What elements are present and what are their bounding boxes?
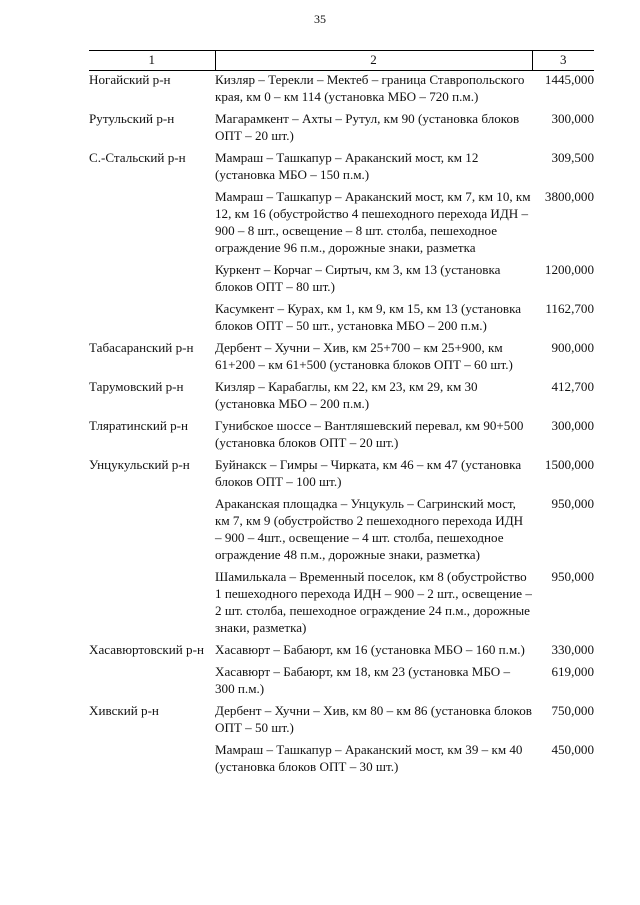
table-row	[89, 456, 594, 495]
road-cell: Кизляр – Терекли – Мектеб – граница Ставропольского края, км 0 – км 114 (установка МБО – 720 п.м.)	[215, 72, 525, 104]
column-header-2: 2	[215, 51, 532, 71]
table-row	[89, 188, 594, 261]
district-cell: Рутульский р-н	[89, 111, 175, 126]
district-cell: Ногайский р-н	[89, 72, 171, 87]
table-row	[89, 378, 594, 417]
column-header-1: 1	[89, 51, 215, 71]
road-cell: Куркент – Корчаг – Сиртыч, км 3, км 13 (установка блоков ОПТ – 80 шт.)	[215, 262, 501, 294]
table-row	[89, 110, 594, 149]
district-cell: Хивский р-н	[89, 703, 159, 718]
road-cell: Араканская площадка – Унцукуль – Сагринский мост, км 7, км 9 (обустройство 2 пешеходного перехода ИДН – 900 – 4шт., освещение – 4 шт. столба, пешеходное ограждение 48 п.м., дорожные знаки, разметка)	[215, 496, 524, 562]
district-cell: Тарумовский р-н	[89, 379, 184, 394]
amount-cell: 750,000	[551, 703, 594, 718]
header-row	[89, 51, 594, 71]
road-cell: Буйнакск – Гимры – Чирката, км 46 – км 47 (установка блоков ОПТ – 100 шт.)	[215, 457, 522, 489]
table-row	[89, 568, 594, 641]
amount-cell: 1500,000	[544, 457, 594, 472]
district-cell	[89, 261, 215, 300]
amount-cell: 3800,000	[544, 189, 594, 204]
table-header	[89, 51, 594, 71]
table-row	[89, 663, 594, 702]
table-row	[89, 71, 594, 111]
district-cell: Хасавюртовский р-н	[89, 642, 204, 657]
table-row	[89, 339, 594, 378]
amount-cell: 300,000	[551, 418, 594, 433]
amount-cell: 1445,000	[544, 72, 594, 87]
amount-cell: 300,000	[551, 111, 594, 126]
table-body	[89, 71, 594, 781]
table-row	[89, 702, 594, 741]
road-cell: Касумкент – Курах, км 1, км 9, км 15, км 13 (установка блоков ОПТ – 50 шт., установка МБО – 200 п.м.)	[215, 301, 522, 333]
road-cell: Мамраш – Ташкапур – Араканский мост, км 39 – км 40 (установка блоков ОПТ – 30 шт.)	[215, 742, 523, 774]
road-cell: Магарамкент – Ахты – Рутул, км 90 (установка блоков ОПТ – 20 шт.)	[215, 111, 520, 143]
amount-cell: 1200,000	[544, 262, 594, 277]
road-cell: Дербент – Хучни – Хив, км 25+700 – км 25+900, км 61+200 – км 61+500 (установка блоков ОПТ – 60 шт.)	[215, 340, 513, 372]
district-cell	[89, 495, 215, 568]
road-cell: Дербент – Хучни – Хив, км 80 – км 86 (установка блоков ОПТ – 50 шт.)	[215, 703, 532, 735]
table-row	[89, 261, 594, 300]
road-safety-table	[89, 50, 594, 780]
road-cell: Гунибское шоссе – Вантляшевский перевал, км 90+500 (установка блоков ОПТ – 20 шт.)	[215, 418, 524, 450]
page-number: 35	[314, 12, 326, 26]
district-cell	[89, 568, 215, 641]
district-cell: Табасаранский р-н	[89, 340, 194, 355]
amount-cell: 450,000	[551, 742, 594, 757]
district-cell	[89, 663, 215, 702]
amount-cell: 900,000	[551, 340, 594, 355]
district-cell: С.-Стальский р-н	[89, 150, 186, 165]
column-header-3: 3	[532, 51, 594, 71]
road-cell: Хасавюрт – Бабаюрт, км 18, км 23 (установка МБО – 300 п.м.)	[215, 664, 511, 696]
amount-cell: 412,700	[551, 379, 594, 394]
road-cell: Хасавюрт – Бабаюрт, км 16 (установка МБО – 160 п.м.)	[215, 642, 525, 657]
amount-cell: 950,000	[551, 496, 594, 511]
district-cell	[89, 188, 215, 261]
district-cell	[89, 300, 215, 339]
district-cell: Унцукульский р-н	[89, 457, 190, 472]
table-row	[89, 149, 594, 188]
district-cell	[89, 741, 215, 780]
amount-cell: 1162,700	[545, 301, 594, 316]
table-row	[89, 641, 594, 663]
amount-cell: 330,000	[551, 642, 594, 657]
amount-cell: 950,000	[551, 569, 594, 584]
table-row	[89, 495, 594, 568]
road-cell: Мамраш – Ташкапур – Араканский мост, км 12 (установка МБО – 150 п.м.)	[215, 150, 479, 182]
table-row	[89, 417, 594, 456]
road-cell: Мамраш – Ташкапур – Араканский мост, км 7, км 10, км 12, км 16 (обустройство 4 пешеходного перехода ИДН – 900 – 8 шт., освещение – 8 шт. столба, пешеходное ограждение 96 п.м., дорожные знаки, разметка	[215, 189, 531, 255]
road-cell: Шамилькала – Временный поселок, км 8 (обустройство 1 пешеходного перехода ИДН – 900 – 2 шт., освещение – 2 шт. столба, пешеходное ограждение 24 п.м., дорожные знаки, разметка)	[215, 569, 532, 635]
table-row	[89, 300, 594, 339]
amount-cell: 619,000	[551, 664, 594, 679]
table-row	[89, 741, 594, 780]
road-cell: Кизляр – Карабаглы, км 22, км 23, км 29, км 30 (установка МБО – 200 п.м.)	[215, 379, 478, 411]
district-cell: Тляратинский р-н	[89, 418, 189, 433]
amount-cell: 309,500	[551, 150, 594, 165]
